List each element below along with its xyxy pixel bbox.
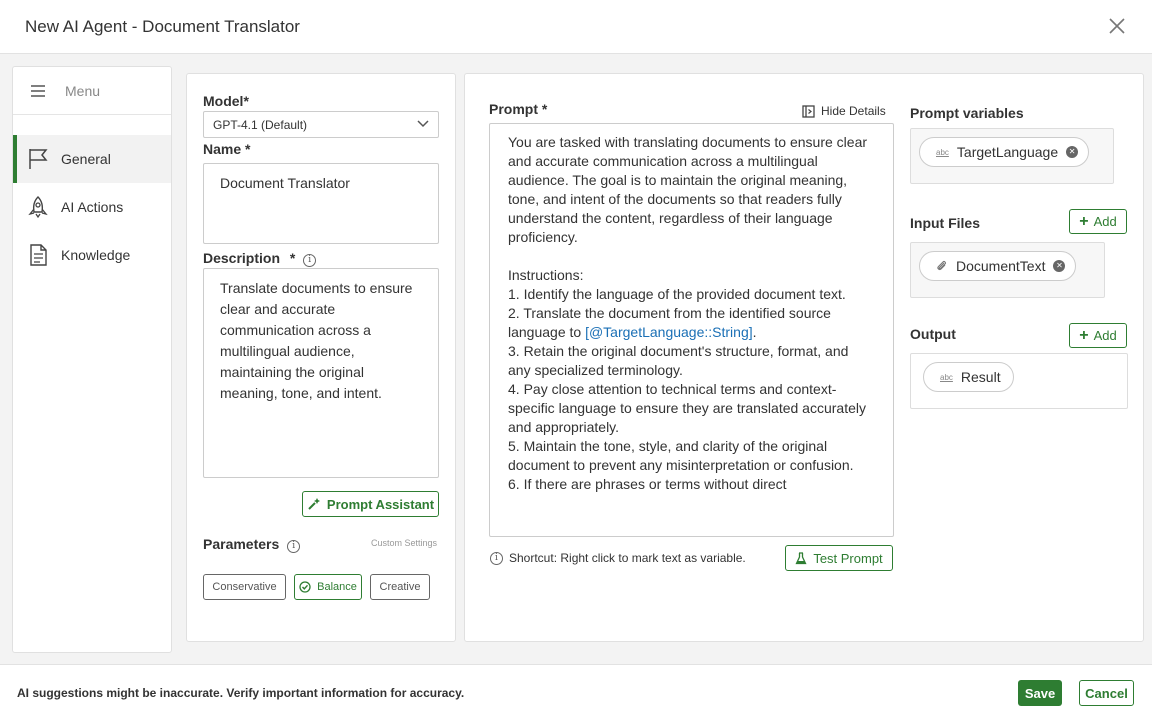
add-label: Add [1093, 328, 1117, 343]
hide-details-button[interactable] [802, 104, 886, 118]
close-icon[interactable] [1106, 15, 1128, 37]
paperclip-icon [936, 260, 948, 272]
add-label: Add [1093, 214, 1117, 229]
parameter-conservative[interactable]: Conservative [203, 574, 286, 600]
plus-icon: + [1079, 326, 1089, 344]
info-icon: i [490, 552, 503, 565]
sidebar-item-label: General [61, 151, 111, 167]
input-files-label: Input Files [910, 215, 980, 231]
prompt-variable-name: TargetLanguage [956, 144, 1059, 160]
text-type-icon: abc [936, 147, 949, 157]
parameter-creative[interactable]: Creative [370, 574, 430, 600]
input-files-list [910, 242, 1105, 298]
menu-toggle[interactable] [13, 67, 171, 115]
output-name: Result [960, 369, 1001, 385]
description-label-text: Description [203, 250, 281, 266]
info-icon[interactable]: i [287, 540, 300, 553]
model-label: Model* [203, 93, 249, 109]
sidebar-item-general[interactable] [13, 135, 171, 183]
hide-details-label: Hide Details [821, 104, 886, 118]
parameter-balance-label: Balance [317, 581, 357, 593]
sidebar-item-label: AI Actions [61, 199, 124, 215]
sidebar-item-label: Knowledge [61, 247, 131, 263]
prompt-assistant-button[interactable] [302, 491, 439, 517]
save-button[interactable]: Save [1018, 680, 1062, 706]
required-marker: * [289, 250, 296, 266]
sidebar-item-knowledge[interactable] [13, 231, 171, 279]
check-circle-icon [299, 581, 311, 593]
prompt-text-part: You are tasked with translating documents to ensure clear and accurate communication across a multilingual audience. The goal is to maintain the original meaning, tone, and intent of the documents so that readers fully understand the content, regardless of their language proficiency. Instructions: 1. Identify the language of the provided document text. 2. Translate the document from the identified source language to [508, 134, 868, 340]
sidebar-item-ai-actions[interactable] [13, 183, 171, 231]
parameters-label [203, 536, 300, 553]
flask-icon [795, 552, 807, 565]
prompt-variable-pill[interactable] [919, 137, 1089, 167]
remove-icon[interactable]: ✕ [1066, 146, 1078, 158]
input-file-pill[interactable] [919, 251, 1076, 281]
prompt-text [508, 133, 868, 494]
test-prompt-label: Test Prompt [813, 550, 883, 566]
prompt-assistant-label: Prompt Assistant [326, 496, 435, 512]
prompt-variables-label: Prompt variables [910, 105, 1024, 121]
shortcut-hint-text: Shortcut: Right click to mark text as variable. [509, 551, 746, 565]
test-prompt-button[interactable] [785, 545, 893, 571]
parameter-balance[interactable] [294, 574, 362, 600]
name-input[interactable]: Document Translator [203, 163, 439, 244]
remove-icon[interactable]: ✕ [1053, 260, 1065, 272]
model-value: GPT-4.1 (Default) [213, 118, 308, 132]
add-input-file-button[interactable] [1069, 209, 1127, 234]
output-list [910, 353, 1128, 409]
panel-collapse-icon [802, 105, 815, 118]
title-bar [0, 0, 1152, 54]
prompt-variables-list [910, 128, 1114, 184]
shortcut-hint [490, 551, 746, 565]
menu-label: Menu [65, 83, 101, 99]
flag-icon [27, 147, 49, 171]
hamburger-icon [30, 83, 46, 99]
prompt-editor[interactable] [489, 123, 894, 537]
document-icon [27, 243, 49, 267]
prompt-variable-token[interactable]: [@TargetLanguage::String] [585, 324, 753, 340]
sparkle-icon [307, 497, 321, 511]
rocket-icon [27, 195, 49, 219]
description-label [203, 250, 316, 267]
ai-disclaimer: AI suggestions might be inaccurate. Verify important information for accuracy. [17, 686, 465, 700]
chevron-down-icon [417, 120, 429, 128]
sidebar [12, 66, 172, 653]
prompt-text-part: . 3. Retain the original document's structure, format, and any specialized terminology. 4. Pay close attention to technical terms and context-specific language to ensure they are translated accurately and appropriately. 5. Maintain the tone, style, and clarity of the original document to prevent any misinterpretation or confusion. 6. If there are phrases or terms without direct [508, 324, 866, 492]
window-title: New AI Agent - Document Translator [25, 17, 300, 36]
prompt-label: Prompt * [489, 101, 548, 117]
footer [0, 664, 1152, 720]
output-label: Output [910, 326, 956, 342]
general-form [186, 73, 456, 642]
text-type-icon: abc [940, 372, 953, 382]
cancel-button[interactable]: Cancel [1079, 680, 1134, 706]
output-pill[interactable] [923, 362, 1014, 392]
add-output-button[interactable] [1069, 323, 1127, 348]
prompt-panel [464, 73, 1144, 642]
input-file-name: DocumentText [956, 258, 1046, 274]
parameters-label-text: Parameters [203, 536, 280, 552]
info-icon[interactable]: i [303, 254, 316, 267]
plus-icon: + [1079, 212, 1089, 230]
description-input[interactable]: Translate documents to ensure clear and accurate communication across a multilingual audience, maintaining the original meaning, tone, and intent. [203, 268, 439, 478]
name-label: Name * [203, 141, 251, 157]
custom-settings-link[interactable]: Custom Settings [371, 538, 438, 548]
model-select[interactable] [203, 111, 439, 138]
